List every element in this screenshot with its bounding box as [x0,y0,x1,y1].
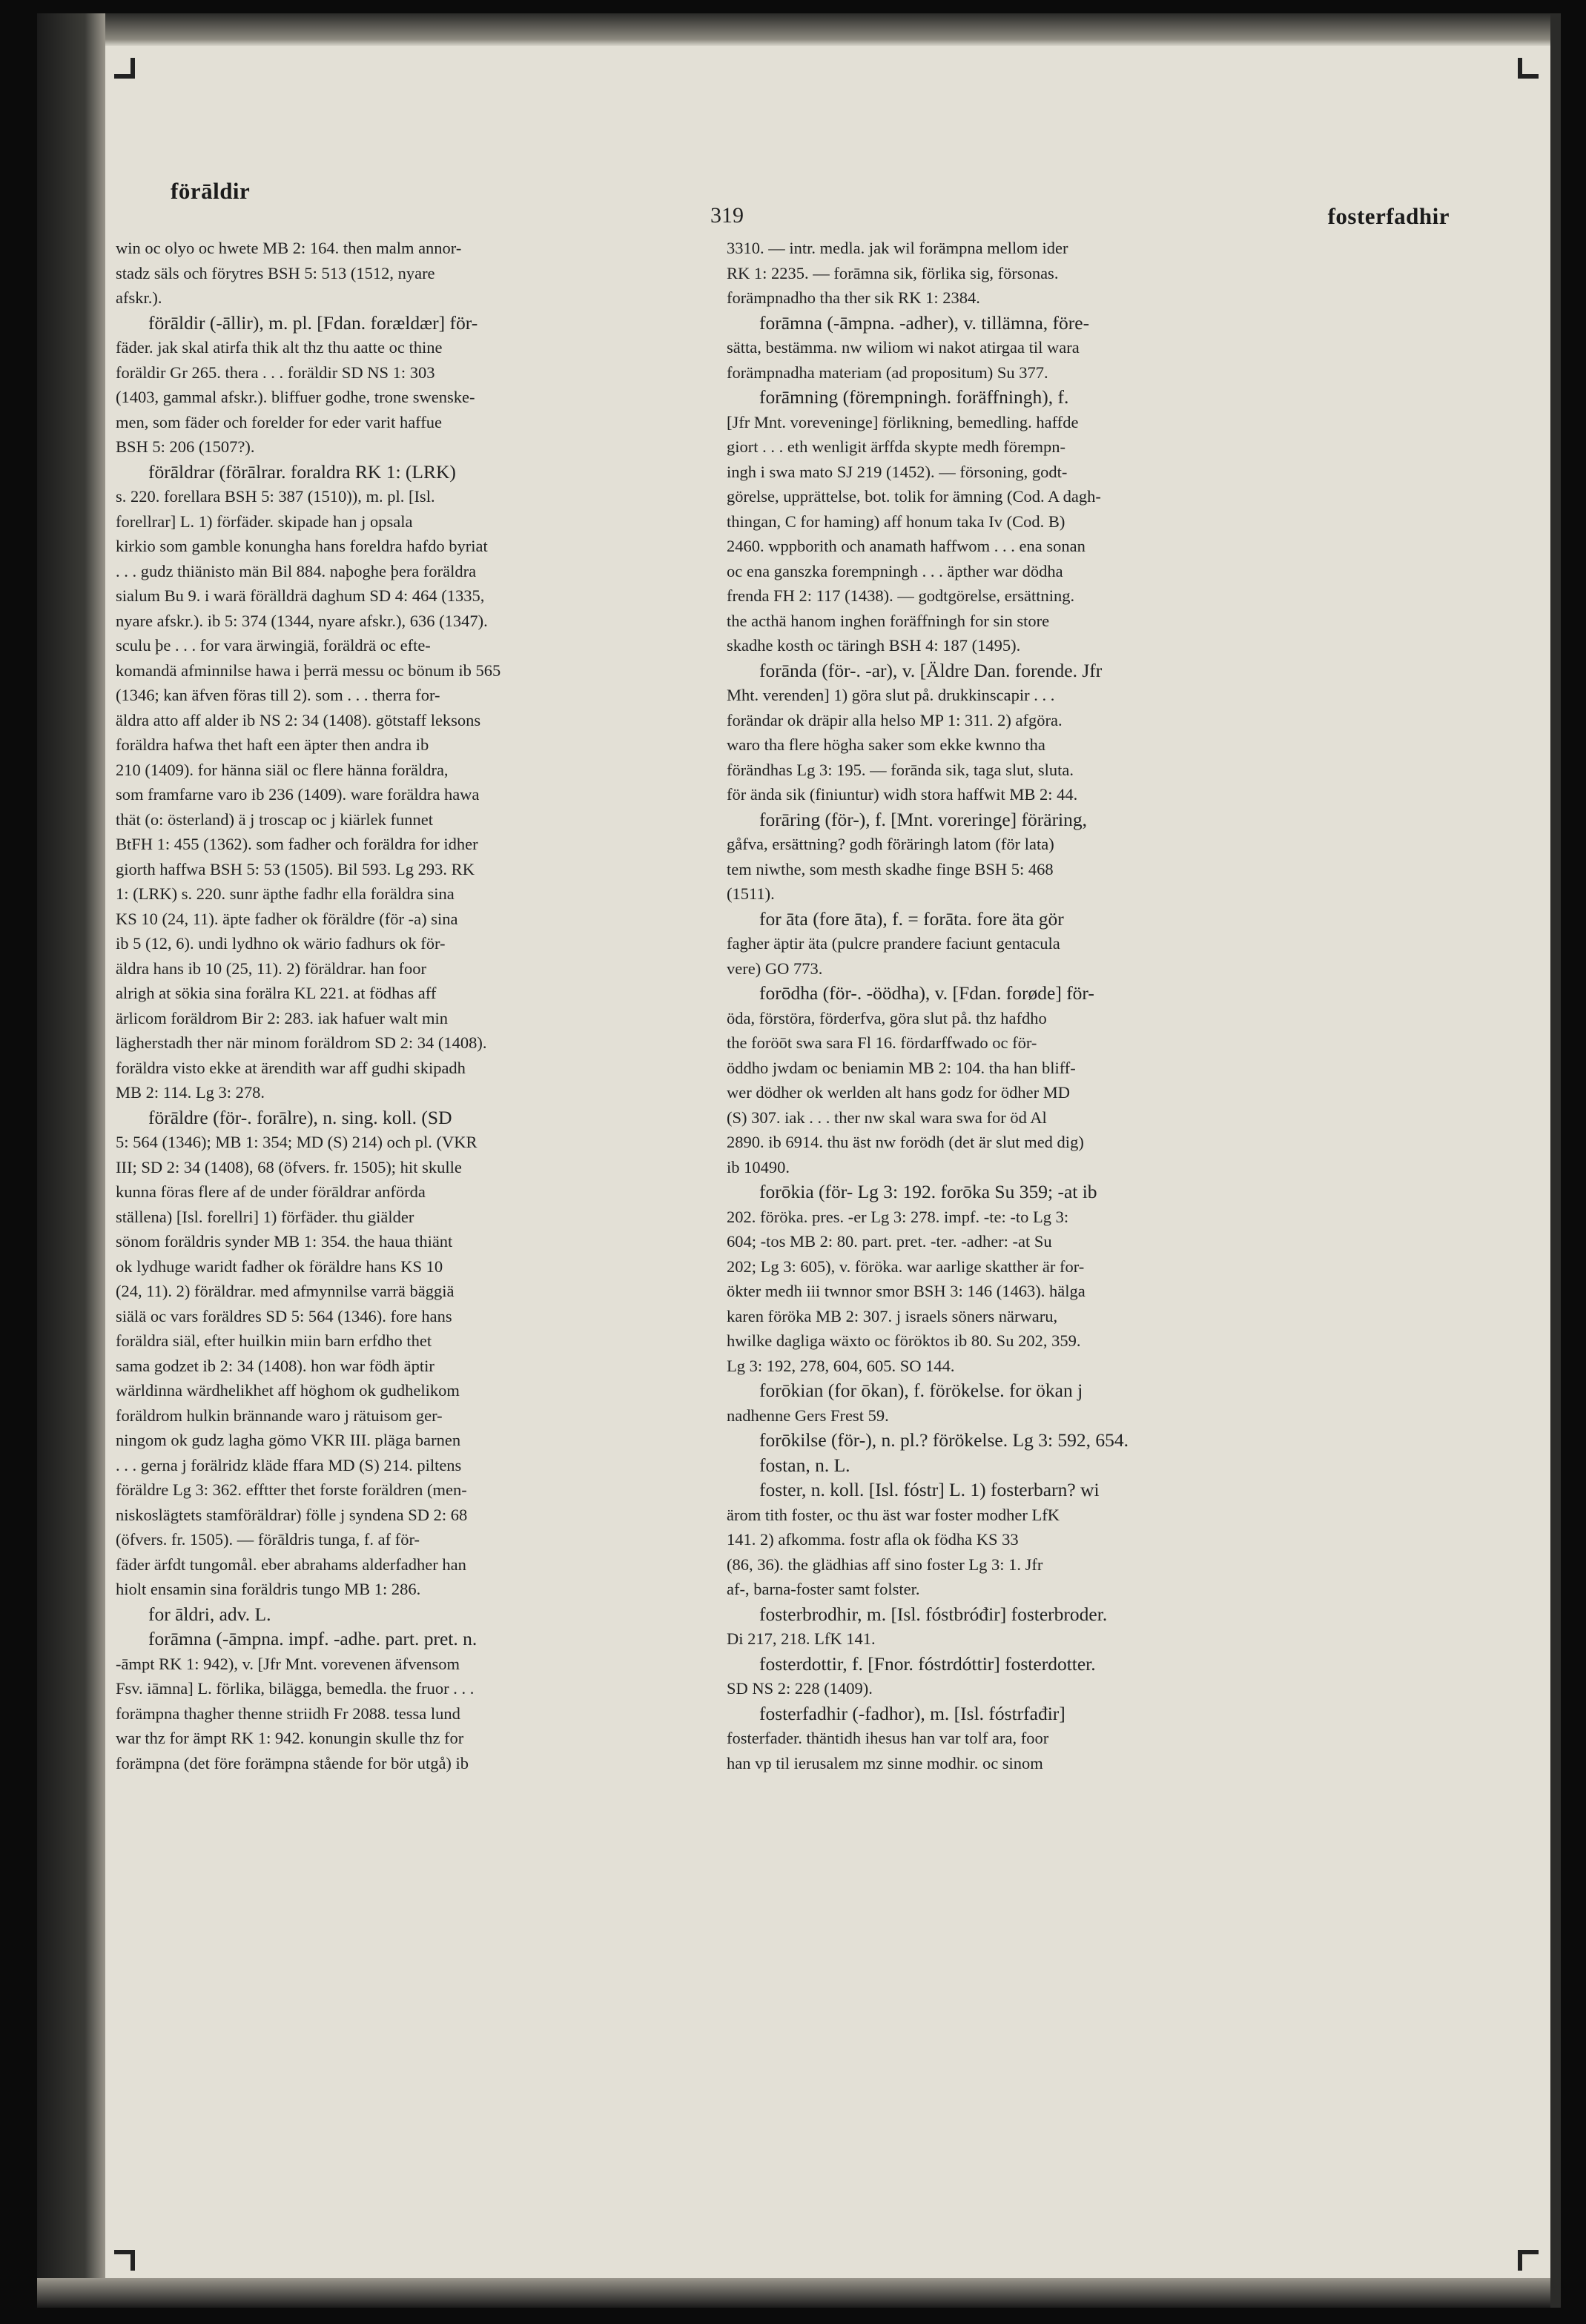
text-line: 5: 564 (1346); MB 1: 354; MD (S) 214) och pl. (VKR [116,1133,478,1151]
text-line: sätta, bestämma. nw wiliom wi nakot atirgaa til wara [727,338,1080,357]
text-line: ärom tith foster, oc thu äst war foster modher LfK [727,1505,1060,1524]
text-line: BtFH 1: 455 (1362). som fadher och foräldra for idher [116,835,478,853]
text-line: 604; -tos MB 2: 80. part. pret. -ter. -adher: -at Su [727,1232,1052,1251]
text-line: förändhas Lg 3: 195. — forānda sik, taga slut, sluta. [727,760,1074,779]
text-line: fosterfader. thäntidh ihesus han var tolf ara, foor [727,1729,1049,1747]
scanned-page [37,13,1561,2308]
text-line: ingh i swa mato SJ 219 (1452). — försoning, godt- [727,462,1068,481]
right-column [727,236,1369,1775]
text-line: foräldra siäl, efter huilkin miin barn erfdho thet [116,1331,432,1350]
text-line: sialum Bu 9. i warä förälldrä daghum SD 4: 464 (1335, [116,586,485,605]
entry-headword-line: foster, n. koll. [Isl. fóstr] L. 1) fosterbarn? wi [759,1479,1100,1500]
text-line: ställena) [Isl. forellri] 1) förfäder. thu giälder [116,1207,414,1226]
entry-headword-line: forāmning (förempningh. foräffningh), f. [759,386,1069,408]
scan-border-left [37,13,105,2308]
crop-mark-top-left [114,58,135,79]
scan-border-right [1550,13,1561,2308]
text-line: öddho jwdam oc beniamin MB 2: 104. tha han bliff- [727,1058,1076,1077]
text-line: SD NS 2: 228 (1409). [727,1679,873,1698]
scan-border-bottom [37,2278,1561,2308]
text-line: forämpnadha materiam (ad propositum) Su 377. [727,362,1048,382]
text-line: han vp til ierusalem mz sinne modhir. oc sinom [727,1753,1043,1772]
text-line: tem niwthe, som mesth skadhe finge BSH 5: 468 [727,859,1054,878]
text-line: (24, 11). 2) föräldrar. med afmynnilse varrä bäggiä [116,1282,455,1300]
text-line: foräldra visto ekke at ärendith war aff gudhi skipadh [116,1058,466,1077]
text-line: för ända sik (finiuntur) widh stora haffwit MB 2: 44. [727,785,1078,804]
text-line: foräldir Gr 265. thera . . . foräldir SD NS 1: 303 [116,362,435,382]
text-line: wer dödher ok werlden alt hans godz for ödher MD [727,1083,1070,1102]
text-line: hwilke dagliga wäxto oc föröktos ib 80. Su 202, 359. [727,1331,1081,1350]
text-line: nadhenne Gers Frest 59. [727,1406,889,1425]
text-line: . . . gudz thiänisto män Bil 884. naþoghe þera foräldra [116,561,477,580]
text-line: the foröōt swa sara Fl 16. fördarffwado oc för- [727,1033,1037,1052]
text-line: BSH 5: 206 (1507?). [116,437,255,456]
text-line: ökter medh iii twnnor smor BSH 3: 146 (1463). hälga [727,1282,1086,1300]
text-line: 1: (LRK) s. 220. sunr äpthe fadhr ella foräldra sina [116,884,455,903]
entry-headword-line: förāldrar (förālrar. foraldra RK 1: (LRK) [148,460,456,483]
left-column [116,236,758,1775]
text-line: ärlicom foräldrom Bir 2: 283. iak hafuer walt min [116,1008,449,1027]
text-line: 2890. ib 6914. thu äst nw forödh (det är slut med dig) [727,1133,1084,1151]
text-line: öda, förstöra, förderfva, göra slut på. thz hafdho [727,1008,1047,1027]
text-line: karen föröka MB 2: 307. j israels söners närwaru, [727,1306,1058,1325]
text-line: (86, 36). the glädhias aff sino foster Lg 3: 1. Jfr [727,1555,1043,1574]
entry-headword-line: förāldre (för-. forālre), n. sing. koll. (SD [148,1106,452,1128]
text-line: MB 2: 114. Lg 3: 278. [116,1083,265,1102]
text-line: 3310. — intr. medla. jak wil forämpna mellom ider [727,239,1068,257]
text-line: ib 10490. [727,1157,790,1176]
text-line: wärldinna wärdhelikhet aff höghom ok gudhelikom [116,1381,460,1400]
text-line: forämpna (det före forämpna stående for bör utgå) ib [116,1753,469,1772]
text-line: gåfva, ersättning? godh föräringh latom (för lata) [727,835,1054,853]
running-head-left: förāldir [171,178,251,204]
text-line: giorth haffwa BSH 5: 53 (1505). Bil 593. Lg 293. RK [116,859,475,878]
text-line: forämpnadho tha ther sik RK 1: 2384. [727,288,980,307]
text-line: men, som fäder och forelder for eder varit haffue [116,412,443,431]
text-line: ib 5 (12, 6). undi lydhno ok wärio fadhurs ok för- [116,934,446,953]
text-line: foräldrom hulkin brännande waro j rätuisom ger- [116,1406,443,1425]
text-line: the acthä hanom inghen foräffningh for sin store [727,611,1050,630]
text-line: görelse, upprättelse, bot. tolik for ämning (Cod. A dagh- [727,487,1101,506]
text-line: s. 220. forellara BSH 5: 387 (1510)), m. pl. [Isl. [116,487,435,506]
text-line: ningom ok gudz lagha gömo VKR III. pläga barnen [116,1431,461,1449]
text-line: som framfarne varo ib 236 (1409). ware foräldra hawa [116,785,480,804]
text-line: foräldra hafwa thet haft een äpter then andra ib [116,735,429,754]
text-line: fäder ärfdt tungomål. eber abrahams alderfadher han [116,1555,466,1574]
text-line: 210 (1409). for hänna siäl oc flere hänna foräldra, [116,760,449,779]
text-line: Fsv. iāmna] L. förlika, bilägga, bemedla. the fruor . . . [116,1679,475,1698]
entry-headword-line: forōkian (for ōkan), f. förökelse. for ökan j [759,1380,1083,1401]
text-line: niskoslägtets stamföräldrar) fölle j syndena SD 2: 68 [116,1505,468,1524]
text-line: [Jfr Mnt. voreveninge] förlikning, bemedling. haffde [727,412,1079,431]
entry-headword-line: for āldri, adv. L. [148,1603,271,1625]
text-line: Lg 3: 192, 278, 604, 605. SO 144. [727,1356,955,1375]
text-line: hiolt ensamin sina foräldris tungo MB 1: 286. [116,1580,421,1598]
text-line: thät (o: österland) ä j troscap oc j kiärlek funnet [116,810,433,829]
text-line: 141. 2) afkomma. fostr afla ok födha KS 33 [727,1530,1019,1549]
entry-headword-line: fostan, n. L. [759,1454,850,1476]
entry-headword-line: fosterdottir, f. [Fnor. fóstrdóttir] fosterdotter. [759,1652,1096,1675]
entry-headword-line: forāmna (-āmpna. impf. -adhe. part. pret. n. [148,1628,478,1649]
text-line: 2460. wppborith och anamath haffwom . . . ena sonan [727,537,1086,555]
text-line: forellrar] L. 1) förfäder. skipade han j opsala [116,512,413,531]
text-line: 202. föröka. pres. -er Lg 3: 278. impf. -te: -to Lg 3: [727,1207,1069,1226]
entry-headword-line: förāldir (-āllir), m. pl. [Fdan. forældær] för- [148,311,478,334]
text-line: war thz for ämpt RK 1: 942. konungin skulle thz for [116,1729,464,1747]
text-line: thingan, C for haming) aff honum taka Iv (Cod. B) [727,512,1065,531]
text-line: (S) 307. iak . . . ther nw skal wara swa for öd Al [727,1108,1047,1127]
text-line: (1511). [727,884,775,903]
text-line: kirkio som gamble konungha hans foreldra hafdo byriat [116,537,488,555]
text-line: -āmpt RK 1: 942), v. [Jfr Mnt. vorevenen äfvensom [116,1654,460,1673]
running-head-right: fosterfadhir [1327,203,1450,229]
entry-headword-line: fosterfadhir (-fadhor), m. [Isl. fóstrfađir] [759,1702,1065,1724]
crop-mark-bottom-right [1518,2250,1539,2271]
entry-headword-line: forōkilse (för-), n. pl.? förökelse. Lg 3: 592, 654. [759,1429,1129,1451]
text-line: sönom foräldris synder MB 1: 354. the haua thiänt [116,1232,453,1251]
entry-headword-line: forāring (för-), f. [Mnt. voreringe] föräring, [759,808,1088,830]
text-line: äldra atto aff alder ib NS 2: 34 (1408). götstaff leksons [116,710,481,729]
text-line: skadhe kosth oc täringh BSH 4: 187 (1495). [727,636,1021,655]
text-line: af-, barna-foster samt folster. [727,1580,920,1598]
text-line: lägherstadh ther när minom foräldrom SD 2: 34 (1408). [116,1033,487,1052]
entry-headword-line: forōdha (för-. -öödha), v. [Fdan. forøde] för- [759,982,1094,1004]
text-line: afskr.). [116,288,162,307]
text-line: frenda FH 2: 117 (1438). — godtgörelse, ersättning. [727,586,1075,605]
text-line: RK 1: 2235. — forāmna sik, förlika sig, försonas. [727,263,1059,282]
text-line: giort . . . eth wenligit ärffda skypte medh förempn- [727,437,1065,456]
entry-headword-line: forānda (för-. -ar), v. [Äldre Dan. forende. Jfr [759,659,1103,681]
text-line: win oc olyo oc hwete MB 2: 164. then malm annor- [116,239,462,257]
text-line: forändar ok dräpir alla helso MP 1: 311. 2) afgöra. [727,710,1063,729]
entry-headword-line: fosterbrodhir, m. [Isl. fóstbróđir] fosterbroder. [759,1603,1108,1625]
text-line: ok lydhuge waridt fadher ok föräldre hans KS 10 [116,1257,443,1276]
entry-headword-line: forāmna (-āmpna. -adher), v. tillämna, före- [759,311,1090,334]
text-line: sama godzet ib 2: 34 (1408). hon war födh äptir [116,1356,435,1375]
text-line: fäder. jak skal atirfa thik alt thz thu aatte oc thine [116,338,443,357]
text-line: III; SD 2: 34 (1408), 68 (öfvers. fr. 1505); hit skulle [116,1157,462,1176]
text-line: 202; Lg 3: 605), v. föröka. war aarlige skatther är for- [727,1257,1085,1276]
text-line: KS 10 (24, 11). äpte fadher ok föräldre (för -a) sina [116,909,458,928]
text-line: waro tha flere högha saker som ekke kwnno tha [727,735,1045,754]
text-line: forämpna thagher thenne striidh Fr 2088. tessa lund [116,1704,460,1723]
text-line: sculu þe . . . for vara ärwingiä, foräldrä oc efte- [116,636,431,655]
text-line: Mht. verenden] 1) göra slut på. drukkinscapir . . . [727,686,1055,704]
entry-headword-line: forōkia (för- Lg 3: 192. forōka Su 359; -at ib [759,1181,1097,1202]
text-line: fagher äptir äta (pulcre prandere faciunt gentacula [727,934,1060,953]
text-line: (1346; kan äfven föras till 2). som . . . therra for- [116,686,440,704]
text-line: äldra hans ib 10 (25, 11). 2) föräldrar. han foor [116,959,427,978]
text-line: . . . gerna j forälridz kläde ffara MD (S) 214. piltens [116,1455,462,1474]
text-line: komandä afminnilse hawa i þerrä messu oc bönum ib 565 [116,661,501,680]
text-line: nyare afskr.). ib 5: 374 (1344, nyare afskr.), 636 (1347). [116,611,488,630]
entry-headword-line: for āta (fore āta), f. = forāta. fore äta gör [759,907,1064,930]
crop-mark-bottom-left [114,2250,135,2271]
crop-mark-top-right [1518,58,1539,79]
text-line: Di 217, 218. LfK 141. [727,1629,876,1648]
text-line: alrigh at sökia sina forälra KL 221. at födhas aff [116,984,437,1002]
text-line: (öfvers. fr. 1505). — förāldris tunga, f. af för- [116,1530,420,1549]
text-line: (1403, gammal afskr.). bliffuer godhe, trone swenske- [116,388,475,406]
text-line: oc ena ganszka forempningh . . . äpther war dödha [727,561,1063,580]
scan-border-top [37,13,1561,46]
page-number: 319 [710,203,744,228]
text-line: stadz säls och förytres BSH 5: 513 (1512, nyare [116,263,435,282]
text-line: siälä oc vars foräldres SD 5: 564 (1346). fore hans [116,1306,452,1325]
text-line: föräldre Lg 3: 362. efftter thet forste foräldren (men- [116,1480,467,1499]
text-line: kunna föras flere af de under förāldrar anförda [116,1182,426,1201]
text-line: vere) GO 773. [727,959,823,978]
